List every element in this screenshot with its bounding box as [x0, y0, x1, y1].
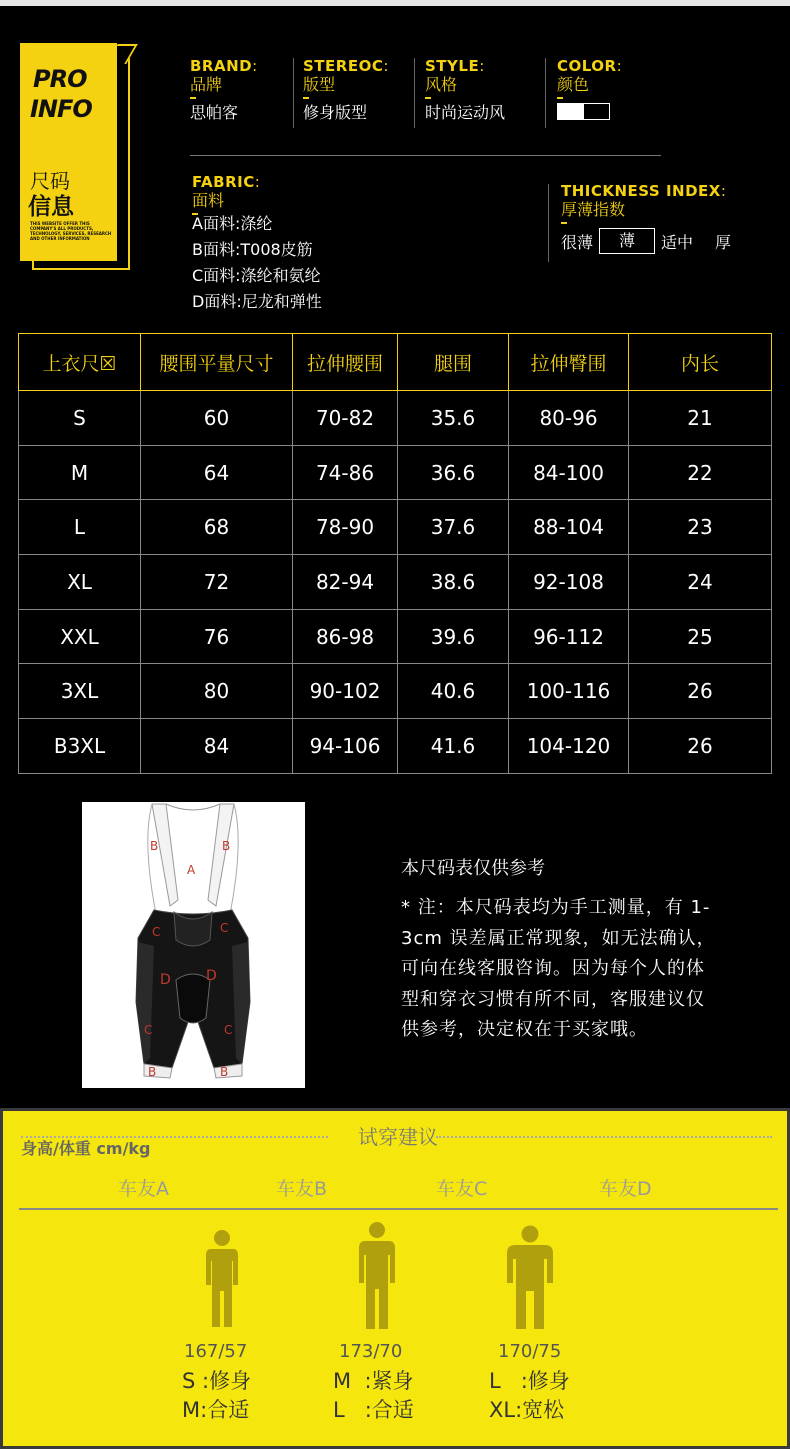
cell-inseam: 24 — [629, 555, 772, 610]
cell-hip-stretch: 96-112 — [509, 609, 629, 664]
zone-label-b: B — [150, 839, 159, 853]
person-stat: 173/70 — [339, 1341, 403, 1362]
spec-colon: : — [252, 57, 258, 75]
cell-waist-stretch: 90-102 — [293, 664, 398, 719]
header-waist-stretch: 拉伸腰围 — [293, 334, 398, 391]
person-stat: 167/57 — [184, 1341, 248, 1362]
table-row — [19, 609, 772, 664]
fabric-line-a: A面料:涤纶 — [192, 214, 273, 233]
badge-title-line2: INFO — [30, 95, 92, 123]
spec-thickness-cn: 厚薄指数 — [561, 200, 626, 219]
cell-size: XXL — [19, 609, 141, 664]
note-title: 本尺码表仅供参考 — [401, 858, 545, 879]
table-row — [19, 664, 772, 719]
spec-dash — [561, 222, 567, 224]
cell-waist-flat: 84 — [141, 719, 293, 774]
spec-dash — [557, 97, 563, 99]
bib-shorts-diagram — [82, 802, 305, 1088]
table-row — [19, 391, 772, 446]
rider-label-a: 车友A — [118, 1178, 169, 1200]
size-table-header — [19, 334, 772, 391]
cell-size: L — [19, 500, 141, 555]
badge-subtitle-line2: 信息 — [28, 194, 74, 220]
cell-waist-flat: 60 — [141, 391, 293, 446]
zone-label-d: D — [160, 972, 171, 988]
zone-label-c: C — [152, 925, 161, 939]
panel-divider — [19, 1208, 778, 1210]
person-fit-secondary: XL:宽松 — [489, 1398, 565, 1422]
spec-brand-value: 思帕客 — [190, 103, 239, 122]
color-swatch — [557, 103, 610, 120]
cell-size: B3XL — [19, 719, 141, 774]
pro-info-badge — [20, 43, 117, 261]
spec-stereo-cn: 版型 — [303, 75, 336, 94]
cell-inseam: 23 — [629, 500, 772, 555]
spec-dash — [190, 97, 196, 99]
rider-label-c: 车友C — [436, 1178, 488, 1200]
cell-thigh: 36.6 — [398, 445, 509, 500]
cell-inseam: 22 — [629, 445, 772, 500]
person-stat: 170/75 — [498, 1341, 562, 1362]
cell-thigh: 37.6 — [398, 500, 509, 555]
spec-stereo-value: 修身版型 — [303, 103, 368, 122]
spec-color-key: COLOR — [557, 57, 617, 75]
cell-hip-stretch: 84-100 — [509, 445, 629, 500]
cell-waist-flat: 72 — [141, 555, 293, 610]
spec-stereo-key: STEREOC — [303, 57, 384, 75]
spec-colon: : — [720, 182, 727, 200]
cell-inseam: 21 — [629, 391, 772, 446]
spec-colon: : — [616, 57, 623, 75]
spec-divider — [548, 184, 549, 262]
size-table — [18, 333, 772, 774]
table-row — [19, 555, 772, 610]
header-waist-flat: 腰围平量尺寸 — [141, 334, 293, 391]
cell-waist-stretch: 74-86 — [293, 445, 398, 500]
tryon-panel — [0, 1108, 790, 1449]
spec-style-value: 时尚运动风 — [425, 103, 506, 122]
cell-inseam: 26 — [629, 719, 772, 774]
spec-fabric — [192, 173, 322, 315]
spec-divider — [293, 58, 294, 128]
table-row — [19, 445, 772, 500]
spec-fabric-cn: 面料 — [192, 191, 225, 210]
cell-hip-stretch: 80-96 — [509, 391, 629, 446]
cell-hip-stretch: 88-104 — [509, 500, 629, 555]
note-body: * 注：本尺码表均为手工测量，有 1-3cm 误差属正常现象，如无法确认，可向在线客服咨询。因为每个人的体型和穿衣习惯有所不同，客服建议仅供参考，决定权在于买家哦。 — [401, 897, 716, 1040]
person-icon — [354, 1221, 400, 1331]
header-hip-stretch: 拉伸臀围 — [509, 334, 629, 391]
person-fit-primary: L :修身 — [489, 1369, 570, 1393]
cell-hip-stretch: 104-120 — [509, 719, 629, 774]
tryon-unit-label: 身高/体重 cm/kg — [21, 1139, 151, 1158]
zone-label-c: C — [224, 1023, 233, 1037]
top-divider — [0, 0, 790, 6]
zone-label-b: B — [220, 1065, 229, 1079]
spec-style-key: STYLE — [425, 57, 480, 75]
zone-label-c: C — [220, 921, 229, 935]
cell-waist-stretch: 70-82 — [293, 391, 398, 446]
bib-shorts-icon — [82, 802, 305, 1088]
cell-thigh: 35.6 — [398, 391, 509, 446]
spec-separator — [190, 155, 661, 156]
table-row — [19, 500, 772, 555]
badge-subtitle-line1: 尺码 — [30, 169, 70, 193]
spec-colon: : — [479, 57, 485, 75]
header-inseam: 内长 — [629, 334, 772, 391]
cell-hip-stretch: 92-108 — [509, 555, 629, 610]
spec-divider — [545, 58, 546, 128]
spec-colon: : — [383, 57, 389, 75]
cell-waist-stretch: 78-90 — [293, 500, 398, 555]
cell-waist-stretch: 94-106 — [293, 719, 398, 774]
cell-waist-flat: 76 — [141, 609, 293, 664]
spec-color — [557, 57, 622, 120]
cell-size: 3XL — [19, 664, 141, 719]
cell-waist-stretch: 86-98 — [293, 609, 398, 664]
fabric-line-b: B面料:T008皮筋 — [192, 240, 313, 259]
spec-brand-cn: 品牌 — [190, 75, 223, 94]
cell-size: M — [19, 445, 141, 500]
person-icon — [503, 1225, 557, 1331]
spec-colon: : — [254, 173, 261, 191]
spec-style — [425, 57, 505, 123]
cell-inseam: 25 — [629, 609, 772, 664]
person-fit-primary: M :紧身 — [333, 1369, 414, 1393]
spec-thickness — [561, 182, 731, 254]
spec-brand-key: BRAND — [190, 57, 253, 75]
cell-thigh: 41.6 — [398, 719, 509, 774]
fabric-line-d: D面料:尼龙和弹性 — [192, 292, 322, 311]
thickness-option-medium: 适中 — [661, 232, 694, 252]
tryon-title: 试穿建议 — [358, 1125, 438, 1149]
rider-label-b: 车友B — [276, 1178, 328, 1200]
table-row — [19, 719, 772, 774]
zone-label-d: D — [206, 968, 217, 984]
header-thigh: 腿围 — [398, 334, 509, 391]
cell-thigh: 38.6 — [398, 555, 509, 610]
color-swatch-white — [558, 104, 584, 119]
badge-title-line1: PRO — [33, 65, 87, 93]
spec-dash — [303, 97, 309, 99]
zone-label-b: B — [222, 839, 231, 853]
thickness-scale — [561, 228, 731, 254]
thickness-option-thick: 厚 — [715, 232, 732, 252]
cell-thigh: 39.6 — [398, 609, 509, 664]
person-icon — [201, 1229, 243, 1329]
spec-fabric-key: FABRIC — [192, 173, 255, 191]
rider-label-d: 车友D — [599, 1178, 652, 1200]
spec-color-cn: 颜色 — [557, 75, 590, 94]
header-size: 上衣尺☒ — [19, 334, 141, 391]
spec-divider — [414, 58, 415, 128]
spec-stereo — [303, 57, 389, 123]
person-fit-secondary: M:合适 — [182, 1398, 250, 1422]
spec-dash — [425, 97, 431, 99]
cell-hip-stretch: 100-116 — [509, 664, 629, 719]
cell-thigh: 40.6 — [398, 664, 509, 719]
person-fit-secondary: L :合适 — [333, 1398, 414, 1422]
thickness-option-selected: 薄 — [599, 228, 655, 254]
person-fit-primary: S :修身 — [182, 1369, 252, 1393]
fabric-line-c: C面料:涤纶和氨纶 — [192, 266, 321, 285]
color-swatch-black — [584, 104, 610, 119]
cell-waist-flat: 80 — [141, 664, 293, 719]
spec-thickness-key: THICKNESS INDEX — [561, 182, 721, 200]
cell-waist-flat: 64 — [141, 445, 293, 500]
cell-size: S — [19, 391, 141, 446]
badge-small-text: THIS WEBSITE OFFER THIS COMPANY'S ALL PRODUCTS, TECHNOLOGY, SERVICES, RESEARCH AND OTHER INFORMATION — [30, 221, 112, 241]
cell-size: XL — [19, 555, 141, 610]
spec-style-cn: 风格 — [425, 75, 458, 94]
cell-waist-flat: 68 — [141, 500, 293, 555]
cell-inseam: 26 — [629, 664, 772, 719]
thickness-option-very-thin: 很薄 — [561, 232, 594, 252]
zone-label-b: B — [148, 1065, 157, 1079]
cell-waist-stretch: 82-94 — [293, 555, 398, 610]
spec-brand — [190, 57, 258, 123]
zone-label-a: A — [187, 863, 196, 877]
zone-label-c: C — [144, 1023, 153, 1037]
